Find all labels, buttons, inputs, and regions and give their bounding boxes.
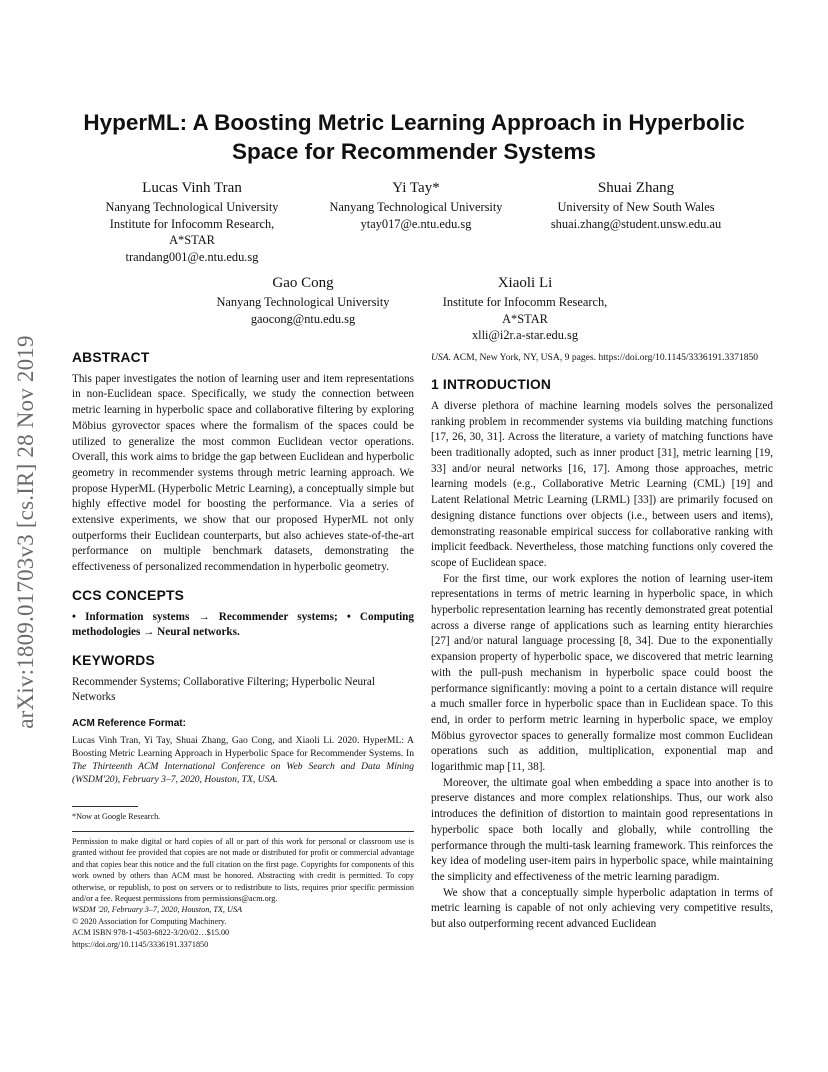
acm-ref-text: Lucas Vinh Tran, Yi Tay, Shuai Zhang, Gao Cong, and Xiaoli Li. 2020. HyperML: A Boosting Metric Learning Approach in Hyperbolic Space for Recommender Systems. In The Thirteenth ACM International Conference on Web Search and Data Mining (WSDM'20), February 3–7, 2020, Houston, TX, USA. — [72, 734, 414, 786]
abstract-heading: ABSTRACT — [72, 350, 150, 365]
paper-title — [60, 108, 768, 166]
abstract-text: This paper investigates the notion of learning user and item representations in non-Euclidean space. Specifically, we study the connection between metric learning in hyperbolic space and collaborative filtering by exploring Möbius gyrovector spaces where the formalism of the spaces could be utilized to generalize the most common Euclidean vector operations. Overall, this work aims to bridge the gap between Euclidean and hyperbolic geometry in recommender systems through metric learning approach. We propose HyperML (Hyperbolic Metric Learning), a conceptually simple but highly effective model for boosting the performance. Via a series of extensive experiments, we show that our proposed HyperML not only outperforms their Euclidean counterparts, but also achieves state-of-the-art performance on multiple benchmark datasets, demonstrating the effectiveness of personalized recommendation in hyperbolic geometry. — [72, 372, 414, 574]
author-affiliation: Nanyang Technological University — [105, 200, 279, 214]
intro-paragraph-1: A diverse plethora of machine learning models solves the personalized ranking problem in recommender systems via building matching functions [17, 26, 30, 31]. Across the literature, a variety of matching functions have been traditionally adopted, such as inner product [31], metric learning [19, 33] and/or neural networks [16, 17]. Among those approaches, metric learning models (e.g., Collaborative Metric Learning (CML) [19] and Latent Relational Metric Learning (LRML) [33]) are primarily focused on designing distance functions over objects (i.e., between users and items), demonstrating reasonable empirical success for collaborative ranking with implicit feedback. Nevertheless, those matching functions only covered the scope of Euclidean space. — [431, 399, 773, 569]
author-block — [415, 274, 635, 344]
intro-heading: 1 INTRODUCTION — [431, 377, 552, 393]
acm-ref-continued: USA. ACM, New York, NY, USA, 9 pages. https://doi.org/10.1145/3336191.3371850 — [431, 352, 759, 363]
title-line-1: HyperML: A Boosting Metric Learning Approach in Hyperbolic — [83, 110, 745, 135]
venue-line: WSDM '20, February 3–7, 2020, Houston, TX, USA — [72, 905, 243, 915]
keywords-heading: KEYWORDS — [72, 652, 155, 668]
footnote-rule — [72, 806, 138, 807]
author-affiliation: Institute for Infocomm Research, — [109, 216, 275, 231]
footnote: *Now at Google Research. — [72, 812, 161, 821]
intro-paragraph-4: We show that a conceptually simple hyperbolic adaptation in terms of metric learning is capable of not only achieving very competitive results, but also outperforming recent advanced Euclidean — [431, 886, 773, 931]
title-line-2: Space for Recommender Systems — [232, 139, 596, 164]
author-block — [306, 179, 526, 232]
copyright-line: © 2020 Association for Computing Machinery. — [72, 916, 227, 926]
intro-paragraph-3: Moreover, the ultimate goal when embedding a space into another is to preserve distances and more complex relationships. Thus, our work also introduces the definition of distortion to maintain good representations in hyperbolic space both locally and globally, while controlling the performance through the multi-task learning framework. This reinforces the key idea of modeling user-item pairs in hyperbolic space, while maintaining the simplicity and effectiveness of the metric learning paradigm. — [431, 776, 773, 883]
author-block — [526, 179, 746, 232]
author-affiliation: Nanyang Technological University — [216, 295, 390, 309]
permission-block — [72, 836, 414, 950]
author-name: Yi Tay* — [392, 180, 440, 196]
right-column — [431, 351, 773, 933]
author-block — [82, 179, 302, 265]
permission-rule — [72, 831, 414, 832]
author-affiliation: A*STAR — [169, 233, 215, 247]
author-affiliation: Institute for Infocomm Research, — [442, 295, 608, 309]
ccs-heading: CCS CONCEPTS — [72, 587, 185, 603]
author-name: Xiaoli Li — [497, 275, 553, 291]
author-email: xlli@i2r.a-star.edu.sg — [471, 328, 579, 342]
isbn-line: ACM ISBN 978-1-4503-6822-3/20/02…$15.00 — [72, 928, 230, 938]
left-column — [72, 350, 414, 787]
author-email: ytay017@e.ntu.edu.sg — [360, 216, 472, 231]
author-email: gaocong@ntu.edu.sg — [250, 311, 356, 326]
author-affiliation: A*STAR — [502, 311, 548, 326]
author-affiliation: University of New South Wales — [557, 200, 715, 214]
author-email: trandang001@e.ntu.edu.sg — [125, 249, 259, 264]
author-email: shuai.zhang@student.unsw.edu.au — [550, 216, 722, 231]
intro-paragraph-2: For the first time, our work explores the notion of learning user-item representations in terms of metric learning in hyperbolic space, in which hyperbolic representation learning has recently demonstrated great potential across a diverse range of applications such as learning entity hierarchies [27] and/or natural language processing [8, 34]. Due to the exponentially expansion property of hyperbolic space, we discovered that metric learning with the pull-push mechanism in hyperbolic space could boost the performance significantly: moving a point to a certain distance will require a much smaller force in hyperbolic space than in Euclidean space. To this end, in order to perform metric learning in hyperbolic space, we employ Möbius gyrovector spaces to generally formalize most common Euclidean operations such as addition, multiplication, exponential map and logarithmic map [11, 38]. — [431, 572, 773, 774]
author-affiliation: Nanyang Technological University — [329, 200, 503, 214]
keywords-text: Recommender Systems; Collaborative Filtering; Hyperbolic Neural Networks — [72, 675, 375, 704]
ccs-text: • Information systems → Recommender systems; • Computing methodologies → Neural networks. — [72, 610, 414, 639]
permission-text: Permission to make digital or hard copies of all or part of this work for personal or classroom use is granted without fee provided that copies are not made or distributed for profit or commercial advantage and that copies bear this notice and the full citation on the first page. Copyrights for components of this work owned by others than ACM must be honored. Abstracting with credit is permitted. To copy otherwise, or republish, to post on servers or to redistribute to lists, requires prior specific permission and/or a fee. Request permissions from permissions@acm.org. — [72, 837, 414, 904]
arxiv-stamp: arXiv:1809.01703v3 [cs.IR] 28 Nov 2019 — [13, 335, 38, 729]
author-name: Shuai Zhang — [597, 180, 675, 196]
author-name: Lucas Vinh Tran — [142, 180, 242, 196]
author-block — [193, 274, 413, 327]
acm-ref-heading: ACM Reference Format: — [72, 718, 186, 730]
author-name: Gao Cong — [272, 275, 334, 291]
doi-line: https://doi.org/10.1145/3336191.3371850 — [72, 939, 209, 949]
